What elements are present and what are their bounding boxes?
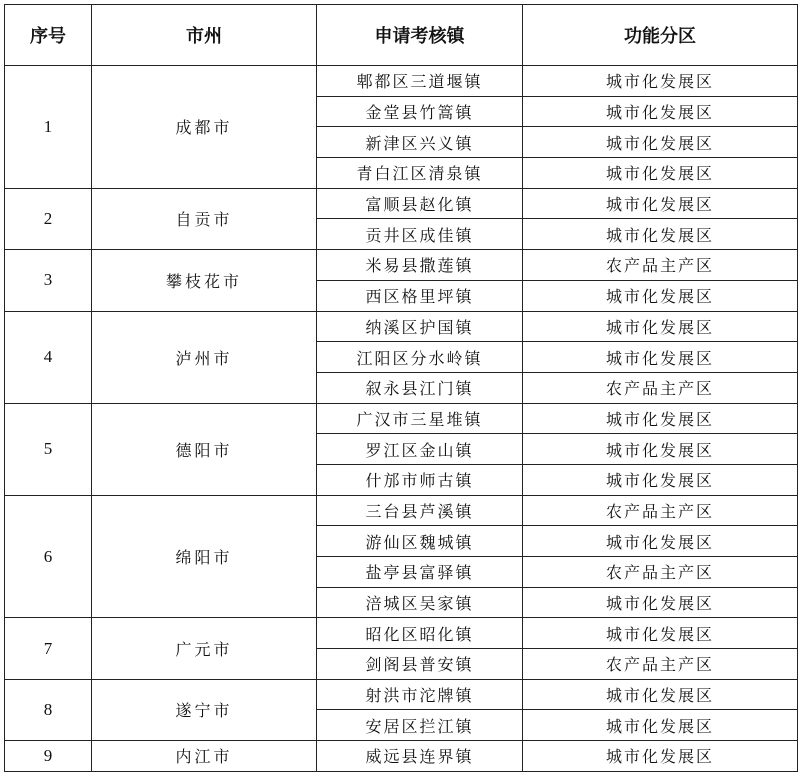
town-name: 青白江区清泉镇: [317, 158, 523, 189]
city-name: 遂宁市: [92, 679, 317, 740]
table-row: [5, 679, 798, 710]
town-name: 昭化区昭化镇: [317, 618, 523, 649]
function-zone: 城市化发展区: [523, 403, 798, 434]
town-name: 威远县连界镇: [317, 741, 523, 772]
town-name: 安居区拦江镇: [317, 710, 523, 741]
town-name: 什邡市师古镇: [317, 464, 523, 495]
function-zone: 城市化发展区: [523, 587, 798, 618]
header-index: 序号: [5, 5, 92, 66]
city-name: 成都市: [92, 66, 317, 189]
town-name: 广汉市三星堆镇: [317, 403, 523, 434]
row-index: 3: [5, 250, 92, 311]
table-row: [5, 403, 798, 434]
row-index: 6: [5, 495, 92, 618]
town-name: 郫都区三道堰镇: [317, 66, 523, 97]
function-zone: 城市化发展区: [523, 188, 798, 219]
town-name: 射洪市沱牌镇: [317, 679, 523, 710]
function-zone: 城市化发展区: [523, 342, 798, 373]
function-zone: 城市化发展区: [523, 311, 798, 342]
town-name: 金堂县竹篙镇: [317, 96, 523, 127]
function-zone: 城市化发展区: [523, 66, 798, 97]
function-zone: 城市化发展区: [523, 280, 798, 311]
city-name: 内江市: [92, 741, 317, 772]
city-name: 泸州市: [92, 311, 317, 403]
town-name: 富顺县赵化镇: [317, 188, 523, 219]
town-name: 西区格里坪镇: [317, 280, 523, 311]
function-zone: 城市化发展区: [523, 434, 798, 465]
function-zone: 城市化发展区: [523, 679, 798, 710]
town-name: 涪城区吴家镇: [317, 587, 523, 618]
header-town: 申请考核镇: [317, 5, 523, 66]
town-name: 叙永县江门镇: [317, 372, 523, 403]
table-row: [5, 495, 798, 526]
function-zone: 城市化发展区: [523, 219, 798, 250]
town-name: 罗江区金山镇: [317, 434, 523, 465]
row-index: 1: [5, 66, 92, 189]
row-index: 5: [5, 403, 92, 495]
city-name: 广元市: [92, 618, 317, 679]
row-index: 4: [5, 311, 92, 403]
header-zone: 功能分区: [523, 5, 798, 66]
town-assessment-table: [4, 4, 798, 772]
row-index: 2: [5, 188, 92, 249]
town-name: 剑阁县普安镇: [317, 649, 523, 680]
function-zone: 农产品主产区: [523, 649, 798, 680]
function-zone: 城市化发展区: [523, 710, 798, 741]
town-name: 江阳区分水岭镇: [317, 342, 523, 373]
row-index: 8: [5, 679, 92, 740]
function-zone: 农产品主产区: [523, 495, 798, 526]
table-row: [5, 188, 798, 219]
function-zone: 城市化发展区: [523, 618, 798, 649]
function-zone: 农产品主产区: [523, 250, 798, 281]
row-index: 7: [5, 618, 92, 679]
town-name: 游仙区魏城镇: [317, 526, 523, 557]
table-row: [5, 311, 798, 342]
table-row: [5, 741, 798, 772]
row-index: 9: [5, 741, 92, 772]
city-name: 德阳市: [92, 403, 317, 495]
table-row: [5, 250, 798, 281]
header-row: [5, 5, 798, 66]
city-name: 自贡市: [92, 188, 317, 249]
city-name: 攀枝花市: [92, 250, 317, 311]
town-name: 纳溪区护国镇: [317, 311, 523, 342]
town-name: 三台县芦溪镇: [317, 495, 523, 526]
town-name: 米易县撒莲镇: [317, 250, 523, 281]
function-zone: 城市化发展区: [523, 741, 798, 772]
header-city: 市州: [92, 5, 317, 66]
table-row: [5, 618, 798, 649]
function-zone: 农产品主产区: [523, 372, 798, 403]
function-zone: 城市化发展区: [523, 526, 798, 557]
town-name: 新津区兴义镇: [317, 127, 523, 158]
function-zone: 农产品主产区: [523, 557, 798, 588]
function-zone: 城市化发展区: [523, 464, 798, 495]
town-name: 盐亭县富驿镇: [317, 557, 523, 588]
city-name: 绵阳市: [92, 495, 317, 618]
table-row: [5, 66, 798, 97]
table-body: [5, 66, 798, 772]
function-zone: 城市化发展区: [523, 96, 798, 127]
function-zone: 城市化发展区: [523, 158, 798, 189]
function-zone: 城市化发展区: [523, 127, 798, 158]
town-name: 贡井区成佳镇: [317, 219, 523, 250]
